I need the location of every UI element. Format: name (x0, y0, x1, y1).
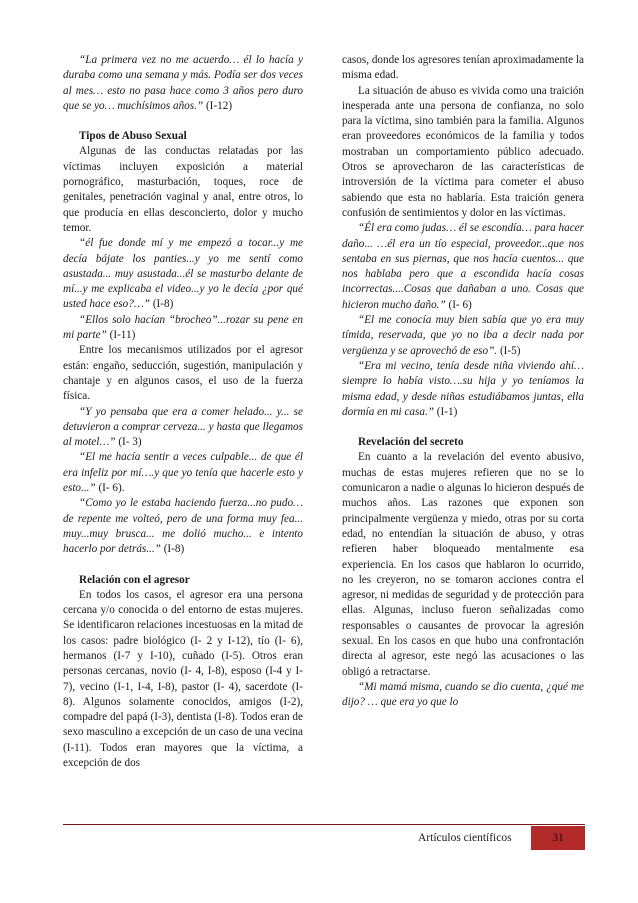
quote-text: “Él era como judas… él se escondía… para hacer daño... …él era un tío especial, proveedor...que nos sentaba en sus piernas, que nos hacía cuentos... que nos hablaba pero que a escondida hacía cosas incorrectas....Cosas que dañaban a uno. Cosas que hicieron mucho daño.” (342, 222, 584, 311)
interview-quote (63, 313, 303, 344)
page-number: 31 (531, 826, 585, 850)
quote-text: “Y yo pensaba que era a comer helado... y... se detuvieron a comprar cerveza... y hasta que llegamos al motel…” (63, 405, 303, 449)
interview-quote (63, 53, 303, 114)
footer-section-label: Artículos científicos (418, 832, 512, 844)
body-paragraph: En cuanto a la revelación del evento abusivo, muchas de estas mujeres refieren que no se lo comunicaron a nadie o algunas lo hicieron después de muchos años. Las razones que exponen son principalmente vergüenza y miedo, otras por su corta edad, no entendían la situación de abuso, y otras refieren haber bloqueado mentalmente esa experiencia. En los casos que hablaron lo ocurrido, no les creyeron, no se tomaron acciones contra el agresor, ni medidas de seguridad y de protección para ellas. Algunas, incluso fueron señalizadas como responsables o causantes de provocar la agresión sexual. En los casos en que hubo una confrontación directa al agresor, este negó las acusaciones o las obligó a retractarse. (342, 451, 584, 678)
body-paragraph: Entre los mecanismos utilizados por el agresor están: engaño, seducción, sugestión, manipulación y chantaje y en algunos casos, el uso de la fuerza física. (63, 344, 303, 403)
body-paragraph: La situación de abuso es vivida como una traición inesperada ante una persona de confianza, no solo para la víctima, sino también para la familia. Algunos eran proveedores económicos de la familia y todos mostraban un comportamiento público adecuado. Otros se aprovecharon de las características de introversión de la víctima para cometer el abuso sabiendo que esta no hablaría. Esta traición genera confusión de sentimientos y dolor en las víctimas. (342, 84, 584, 219)
interview-quote (342, 221, 584, 313)
quote-text: “él fue donde mí y me empezó a tocar...y me decía bájate los panties...y yo me sentí como asustada... muy asustada...él se masturbo delante de mí...y me explicaba el video...y yo le decía ¿por qué usted hace eso?…” (63, 237, 303, 311)
section-heading: Tipos de Abuso Sexual (79, 130, 187, 143)
interview-quote (63, 450, 303, 496)
interview-reference: (I-8) (163, 543, 185, 556)
section-heading: Revelación del secreto (358, 436, 464, 449)
body-paragraph: Algunas de las conductas relatadas por las víctimas incluyen exposición a material pornográfico, masturbación, toques, roce de genitales, penetración vaginal y anal, entre otros, lo que producía en ellas desconcierto, dolor y mucho temor. (63, 145, 303, 234)
left-column (63, 53, 303, 771)
quote-text: “La primera vez no me acuerdo… él lo hacía y duraba como una semana y más. Podía ser dos veces al mes… esto no pasa hace como 3 años pero duro que se yo… muchísimos años.” (63, 54, 303, 112)
interview-quote (63, 496, 303, 557)
interview-quote (63, 405, 303, 451)
quote-text: “El me conocía muy bien sabía que yo era muy tímida, reservada, que yo no iba a decir nada por vergüenza y se aprovechó de eso”. (342, 314, 584, 357)
interview-reference: (I-8) (152, 298, 174, 311)
body-paragraph: En todos los casos, el agresor era una persona cercana y/o conocida o del entorno de estas mujeres. Se identificaron relaciones incestuosas en la mitad de los casos: padre biológico (I- 2 y I-12), tío (I- 6), hermanos (I-7 y I-10), cuñado (I-5). Otros eran personas cercanas, novio (I- 4, I-8), esposo (I-4 y I-7), vecino (I-1, I-4, I-8), pastor (I- 4), sacerdote (I- 8). Algunos solamente conocidos, amigos (I-2), compadre del papá (I-3), dentista (I-8). Todos eran de sexo masculino a excepción de un caso de una vecina (I-11). Todos eran mayores que la víctima, a excepción de dos (63, 588, 303, 770)
interview-reference: (I-11) (109, 329, 136, 342)
quote-text: “Mi mamá misma, cuando se dio cuenta, ¿qué me dijo? … que era yo que lo (342, 680, 584, 709)
section-heading: Relación con el agresor (79, 573, 190, 586)
interview-reference: (I-1) (436, 405, 458, 418)
interview-quote (63, 236, 303, 312)
quote-text: “Como yo le estaba haciendo fuerza...no pudo…de repente me volteó, pero de una forma muy fea... muy...muy brusca... me dolió mucho... e intento hacerlo por detrás...” (63, 497, 303, 556)
interview-quote (342, 313, 584, 359)
interview-reference: (I-5) (499, 344, 521, 357)
interview-reference: (I- 3) (118, 436, 142, 449)
paragraph-continuation: casos, donde los agresores tenían aproximadamente la misma edad. (342, 54, 585, 82)
interview-quote (342, 359, 584, 420)
interview-reference: (I- 6). (98, 482, 125, 495)
interview-reference: (I- 6) (448, 298, 472, 311)
quote-text: “El me hacía sentir a veces culpable... de que él era infeliz por mí….y que yo tenía que hacerle esto y esto...” (63, 451, 303, 495)
footer-rule (63, 824, 585, 825)
right-column (342, 53, 584, 710)
interview-reference: (I-12) (205, 99, 233, 112)
quote-text: “Ellos solo hacían “brocheo”...rozar su pene en mi parte” (63, 313, 303, 342)
interview-quote (342, 680, 584, 711)
quote-text: “Era mi vecino, tenía desde niña viviendo ahí… siempre lo había visto….su hija y yo teníamos la misma edad, y desde niñas estudiábamos juntas, ella dormía en mi casa.” (342, 359, 584, 418)
